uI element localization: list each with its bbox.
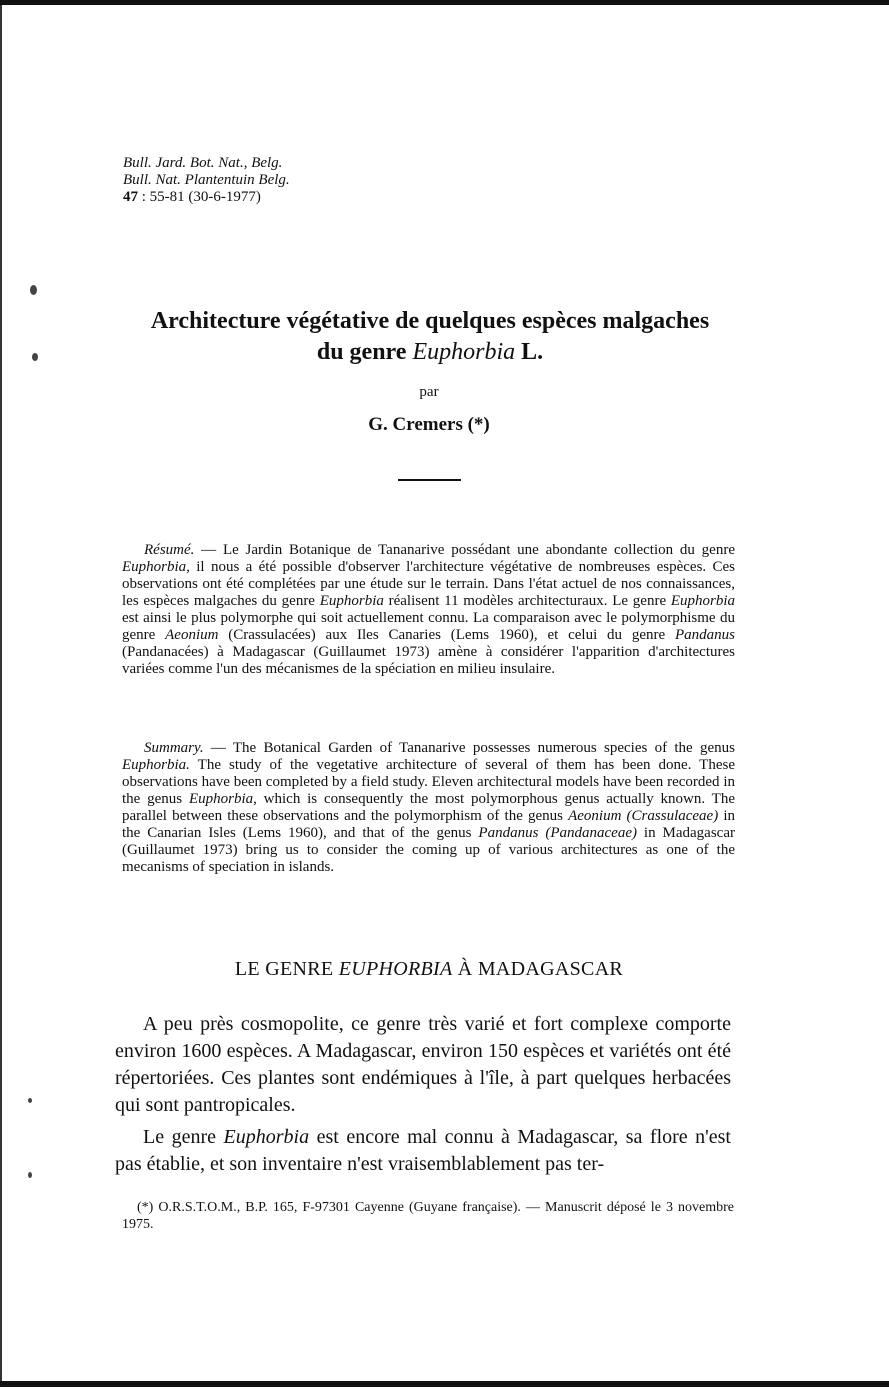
resume-genus: Aeonium: [165, 627, 219, 643]
body-paragraph-2-pre: Le genre: [143, 1126, 224, 1148]
left-border: [0, 5, 2, 1381]
resume-text: (Pandanacées) à Madagascar (Guillaumet 1973) amène à considérer l'apparition d'architectures variées comme l'un des mécanismes de la spéciation en milieu insulaire.: [122, 644, 735, 677]
resume-label: Résumé.: [144, 542, 195, 558]
title-line-2-pre: du genre: [316, 339, 413, 365]
summary-text: in the Canarian Isles (Lems 1960), and that of the genus: [122, 808, 735, 841]
summary-genus: Aeonium (Crassulaceae): [568, 808, 719, 824]
body-paragraph-1: [115, 1011, 731, 1119]
resume-genus: Euphorbia: [319, 593, 384, 609]
summary-text: which is consequently the most polymorphous genus actually known. The parallel between these observations and the polymorphism of the genus: [122, 791, 735, 824]
citation-line-1: Bull. Jard. Bot. Nat., Belg.: [123, 155, 283, 171]
resume-text: réalisent 11 modèles architecturaux. Le genre: [383, 593, 671, 609]
title-separator-rule: [398, 479, 461, 481]
resume-text: il nous a été possible d'observer l'architecture végétative de nombreuses espèces. Ces observations ont été complétées par une étude sur le terrain. Dans l'état actuel de nos connaissances, les espèces malgaches du genre: [122, 559, 735, 609]
author-name: G. Cremers (*): [368, 414, 490, 435]
resume-text: est ainsi le plus polymorphe qui soit actuellement connu. La comparaison avec le polymorphisme du genre: [122, 610, 735, 643]
body-paragraph-1-text: A peu près cosmopolite, ce genre très varié et fort complexe comporte environ 1600 espèces. A Madagascar, environ 150 espèces et variétés ont été répertoriées. Ces plantes sont endémiques à l'île, à part quelques herbacées qui sont pantropicales.: [115, 1013, 731, 1116]
byline-par: par: [419, 384, 439, 400]
resume-genus: Pandanus: [675, 627, 735, 643]
summary-abstract: [122, 740, 735, 876]
resume-abstract: [122, 542, 735, 678]
scan-speck: [28, 1172, 32, 1178]
section-heading: [0, 958, 858, 981]
summary-text: — The Botanical Garden of Tananarive possesses numerous species of the genus: [203, 740, 735, 756]
body-paragraph-2-post: est encore mal connu à Madagascar, sa flore n'est pas établie, et son inventaire n'est vraisemblablement pas ter-: [115, 1126, 731, 1175]
citation-pages-date: : 55-81 (30-6-1977): [138, 189, 261, 205]
journal-citation: [123, 155, 290, 206]
resume-text: — Le Jardin Botanique de Tananarive possédant une abondante collection du genre: [194, 542, 735, 558]
title-line-1: Architecture végétative de quelques espèces malgaches: [150, 308, 710, 334]
section-heading-genus: EUPHORBIA: [338, 958, 453, 980]
body-paragraph-2: [115, 1124, 731, 1178]
citation-volume: 47: [123, 189, 138, 205]
summary-text: The study of the vegetative architecture of several of them has been done. These observations have been completed by a field study. Eleven architectural models have been recorded in the genus: [122, 757, 735, 807]
scan-speck: [32, 353, 38, 361]
summary-label: Summary.: [144, 740, 204, 756]
body-paragraph-2-genus: Euphorbia: [223, 1126, 310, 1148]
resume-genus: Euphorbia: [670, 593, 735, 609]
summary-genus: Pandanus (Pandanaceae): [478, 825, 637, 841]
summary-text: in Madagascar (Guillaumet 1973) bring us to consider the coming up of various architectures as one of the mecanisms of speciation in islands.: [122, 825, 735, 875]
footnote: [122, 1199, 734, 1233]
title-line-2-post: L.: [515, 339, 544, 365]
section-heading-pre: LE GENRE: [234, 958, 339, 980]
scan-speck: [28, 1098, 32, 1103]
scan-speck: [30, 285, 37, 295]
summary-genus: Euphorbia,: [188, 791, 257, 807]
citation-line-2: Bull. Nat. Plantentuin Belg.: [123, 172, 290, 188]
section-heading-post: À MADAGASCAR: [452, 958, 624, 980]
top-border: [0, 0, 889, 5]
resume-text: (Crassulacées) aux Iles Canaries (Lems 1960), et celui du genre: [218, 627, 675, 643]
bottom-border: [0, 1381, 889, 1387]
title-line-2: [100, 337, 760, 368]
title-genus: Euphorbia: [412, 339, 516, 365]
resume-genus: Euphorbia,: [122, 559, 190, 575]
summary-genus: Euphorbia.: [122, 757, 190, 773]
paper-title: [100, 306, 760, 368]
footnote-text: (*) O.R.S.T.O.M., B.P. 165, F-97301 Cayenne (Guyane française). — Manuscrit déposé le 3 novembre 1975.: [122, 1200, 734, 1232]
